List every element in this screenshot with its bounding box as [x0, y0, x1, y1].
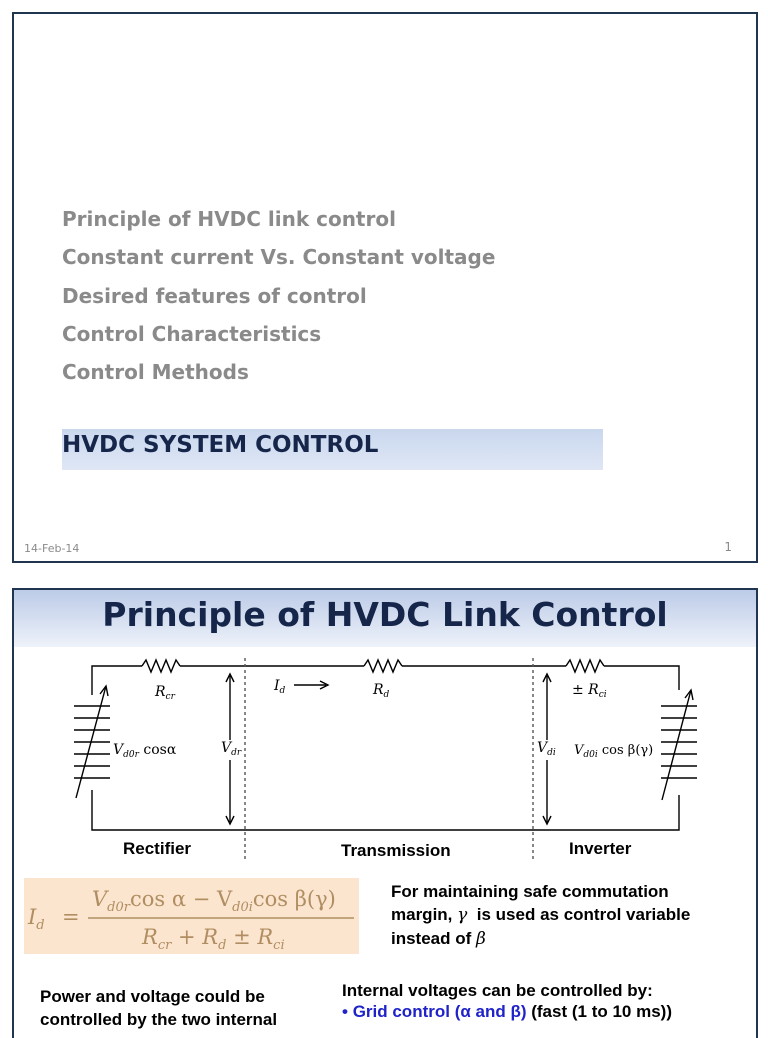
- commutation-note: [391, 880, 690, 951]
- bullet-mark: •: [342, 1002, 348, 1021]
- label-vd0r: $V_{d0r}$ cosα: [113, 742, 177, 760]
- page-number: 1: [724, 540, 732, 554]
- formula-lhs: $I_d$: [28, 905, 45, 933]
- topic-item: Desired features of control: [62, 283, 367, 308]
- topic-list: [62, 204, 495, 395]
- commutation-line-3: instead of β: [391, 929, 486, 949]
- resistor-rci: [566, 660, 604, 672]
- formula-eq: =: [62, 905, 80, 929]
- label-id: $I_d$: [274, 678, 286, 696]
- grid-control-speed: (fast (1 to 10 ms)): [526, 1002, 672, 1021]
- topic-item: Constant current Vs. Constant voltage: [62, 245, 496, 270]
- topic-item: Control Methods: [62, 360, 249, 385]
- hvdc-circuit-diagram: [14, 590, 758, 880]
- topic-item: Principle of HVDC link control: [62, 207, 396, 231]
- slide-2: [12, 588, 758, 1038]
- label-rd: $R_d$: [373, 682, 390, 700]
- commutation-line-1: For maintaining safe commutation: [391, 882, 669, 901]
- slide-1: [12, 12, 758, 563]
- grid-control-label: Grid control (α and β): [352, 1002, 527, 1021]
- slide-title: Principle of HVDC Link Control: [102, 595, 668, 634]
- formula-numerator: $V_{d0r}\cos$ $\alpha - V_{d0i}\cos$ β(γ): [92, 887, 336, 915]
- power-line-1: Power and voltage could be: [40, 987, 265, 1006]
- slide-title-bar: [62, 429, 603, 470]
- label-vd0i: $V_{d0i}$ cos β(γ): [574, 743, 654, 760]
- label-rci: ± $R_{ci}$: [572, 682, 607, 700]
- slide-title: HVDC SYSTEM CONTROL: [62, 432, 379, 458]
- power-line-2: controlled by the two internal: [40, 1010, 278, 1029]
- resistor-rcr: [142, 660, 180, 672]
- formula-graphic: [24, 878, 359, 954]
- inverter-source: [661, 690, 697, 800]
- label-vdi: $V_{di}$: [537, 740, 556, 758]
- label-rectifier: Rectifier: [123, 839, 192, 858]
- grid-control-bullet: [342, 1002, 672, 1022]
- label-vdr: $V_{dr}$: [221, 740, 242, 758]
- resistor-rd: [364, 660, 402, 672]
- internal-voltage-heading: Internal voltages can be controlled by:: [342, 981, 653, 1000]
- label-inverter: Inverter: [569, 839, 632, 858]
- topic-item: Control Characteristics: [62, 321, 322, 346]
- current-arrow: [294, 681, 328, 689]
- top-wire: [604, 666, 679, 690]
- label-transmission: Transmission: [341, 841, 451, 860]
- label-rcr: $R_{cr}$: [155, 684, 175, 702]
- commutation-line-2: margin, γ is used as control variable: [391, 905, 691, 925]
- power-note: [40, 985, 277, 1031]
- current-formula: [24, 878, 359, 954]
- top-wire: [92, 666, 142, 670]
- bottom-wire: [92, 790, 679, 830]
- formula-denominator: $R_{cr} + R_d \pm R_{ci}$: [142, 925, 285, 953]
- rectifier-source: [74, 686, 110, 798]
- footer-date: 14-Feb-14: [24, 542, 80, 555]
